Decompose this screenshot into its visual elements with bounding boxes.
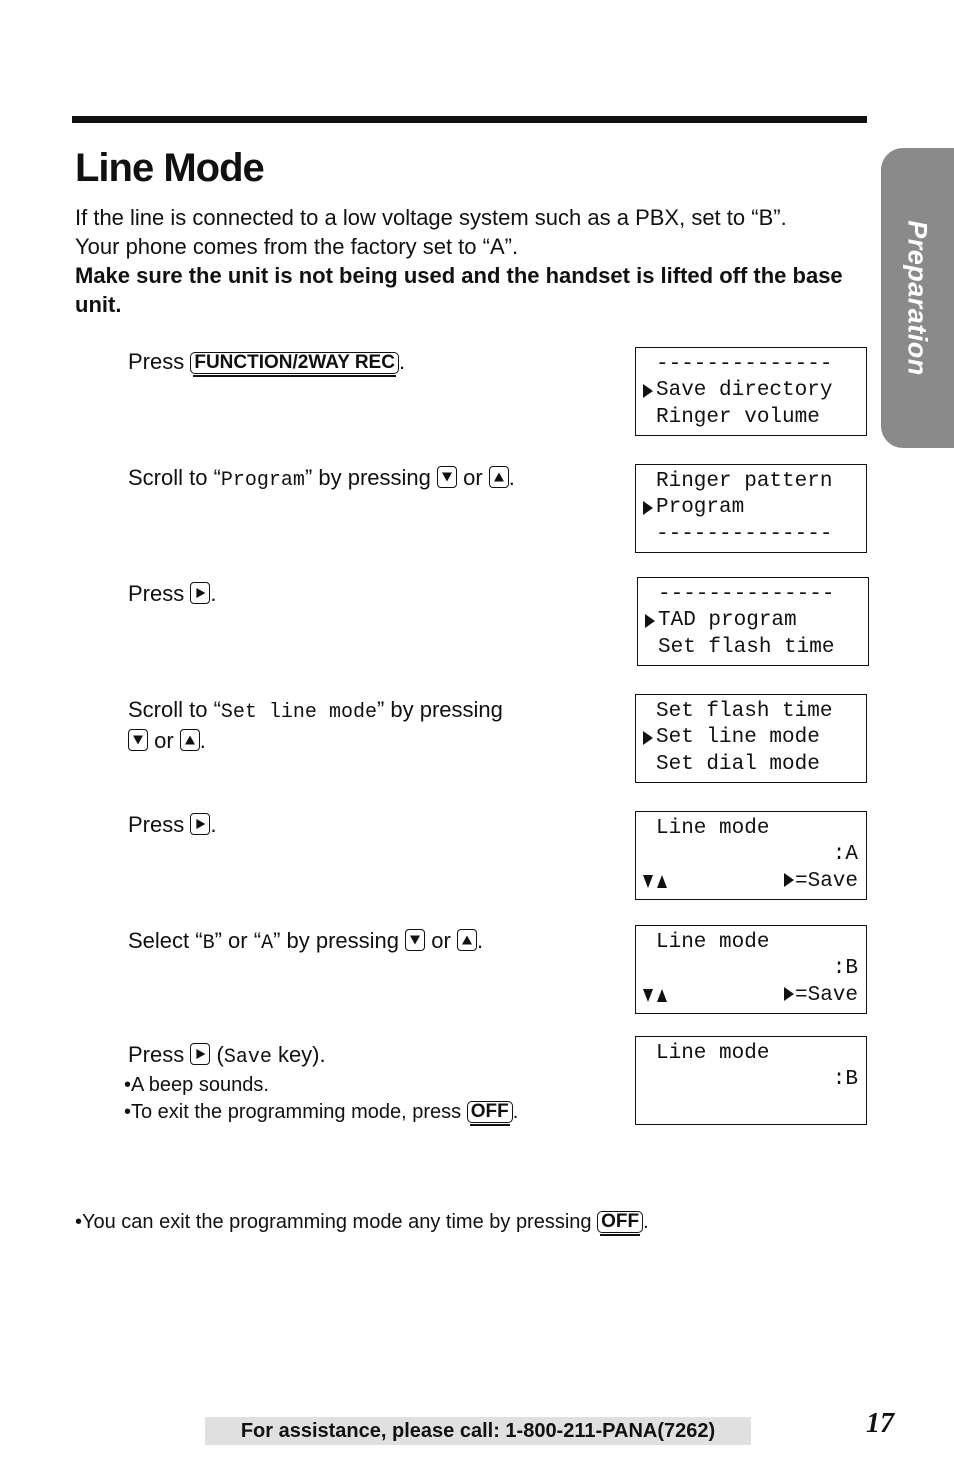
step-7-note-2: •To exit the programming mode, press OFF . [124,1101,519,1123]
step-5: Press . [128,812,217,837]
up-key-icon [180,729,200,751]
cursor-arrow-icon [645,614,655,628]
lcd-display-6: Line mode :B =Save [635,925,867,1014]
intro-line-1: If the line is connected to a low voltage system such as a PBX, set to “B”. [75,205,787,230]
function-key: FUNCTION/2WAY REC [190,352,399,374]
step-7-note-1: •A beep sounds. [124,1074,269,1096]
step-6: Select “B” or “A” by pressing or . [128,928,484,955]
right-arrow-icon [784,987,794,1001]
footnote: •You can exit the programming mode any time by pressing OFF . [75,1211,649,1233]
off-key: OFF [597,1211,643,1233]
intro-warning: Make sure the unit is not being used and the handset is lifted off the base unit. [75,263,843,317]
down-up-arrows-icon [643,868,673,895]
cursor-arrow-icon [643,731,653,745]
step-3: Press . [128,581,217,606]
up-key-icon [489,466,509,488]
cursor-arrow-icon [643,501,653,515]
lcd-display-2: Ringer pattern Program -------------- [635,464,867,553]
step-2: Scroll to “Program” by pressing or . [128,465,515,492]
step-7: Press (Save key). •A beep sounds. •To exit the programming mode, press OFF . [128,1041,598,1126]
right-key-icon [190,582,210,604]
section-tab [881,148,954,448]
page-title: Line Mode [75,146,264,190]
down-key-icon [405,929,425,951]
step-4: Scroll to “Set line mode” by pressing or . [128,697,503,753]
lcd-display-4: Set flash time Set line mode Set dial mode [635,694,867,783]
lcd-display-7: Line mode :B [635,1036,867,1125]
section-tab-label: Preparation [902,220,933,376]
down-key-icon [437,466,457,488]
lcd-display-5: Line mode :A =Save [635,811,867,900]
intro [75,203,875,319]
down-key-icon [128,729,148,751]
intro-line-2: Your phone comes from the factory set to “A”. [75,234,519,259]
page-number: 17 [866,1408,894,1439]
down-up-arrows-icon [643,982,673,1009]
assistance-footer: For assistance, please call: 1-800-211-PANA(7262) [205,1417,751,1445]
off-key: OFF [467,1101,513,1123]
step-1: Press FUNCTION/2WAY REC . [128,349,406,374]
top-rule [72,116,867,123]
lcd-display-3: -------------- TAD program Set flash time [637,577,869,666]
right-key-icon [190,1043,210,1065]
cursor-arrow-icon [643,384,653,398]
up-key-icon [457,929,477,951]
right-arrow-icon [784,873,794,887]
lcd-display-1: -------------- Save directory Ringer volume [635,347,867,436]
right-key-icon [190,813,210,835]
